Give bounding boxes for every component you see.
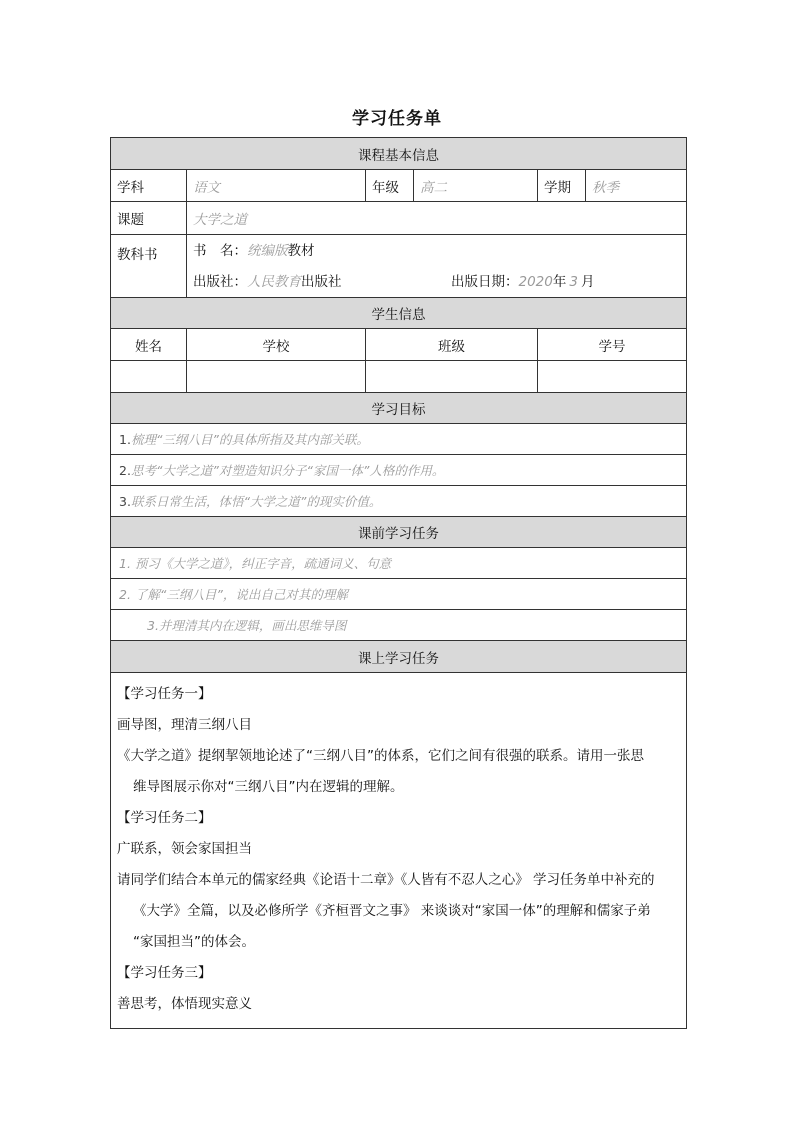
pubdate-month: 3 bbox=[569, 274, 578, 290]
task1-title: 【学习任务一】 bbox=[117, 686, 212, 702]
student-id-cell[interactable] bbox=[538, 361, 687, 393]
student-info-section-title: 学生信息 bbox=[111, 298, 687, 329]
goal-row bbox=[111, 486, 687, 517]
task2-subtitle: 广联系，领会家国担当 bbox=[117, 841, 252, 857]
task-sheet-table bbox=[110, 137, 687, 1029]
pre-class-row bbox=[111, 548, 687, 579]
pre-class-section-title: 课前学习任务 bbox=[111, 517, 687, 548]
textbook-details bbox=[187, 235, 687, 298]
student-info-header-row bbox=[111, 298, 687, 329]
textbook-row bbox=[111, 235, 687, 298]
pubdate-year-unit: 年 bbox=[552, 274, 567, 290]
in-class-header-row bbox=[111, 641, 687, 673]
course-info-header-row bbox=[111, 138, 687, 170]
task3-subtitle: 善思考，体悟现实意义 bbox=[117, 996, 252, 1012]
pre-class-item: 3.并理清其内在逻辑，画出思维导图 bbox=[111, 610, 687, 641]
task2-title: 【学习任务二】 bbox=[117, 810, 212, 826]
term-label: 学期 bbox=[538, 170, 586, 202]
task2-body: 请同学们结合本单元的儒家经典《论语十二章》《人皆有不忍人之心》 学习任务单中补充的 bbox=[117, 872, 655, 888]
publisher-label: 出版社： bbox=[193, 274, 247, 290]
in-class-content-row bbox=[111, 673, 687, 1029]
publisher-value: 人民教育 bbox=[247, 274, 301, 290]
term-value: 秋季 bbox=[586, 170, 687, 202]
topic-row bbox=[111, 202, 687, 235]
pubdate-month-unit: 月 bbox=[580, 274, 595, 290]
name-column-header: 姓名 bbox=[111, 329, 187, 361]
topic-value: 大学之道 bbox=[187, 202, 687, 235]
goal-item: 3.联系日常生活，体悟“大学之道”的现实价值。 bbox=[111, 486, 687, 517]
pre-class-row bbox=[111, 610, 687, 641]
pubdate-label: 出版日期： bbox=[451, 274, 519, 290]
task3-title: 【学习任务三】 bbox=[117, 965, 212, 981]
pre-class-row bbox=[111, 579, 687, 610]
in-class-section-title: 课上学习任务 bbox=[111, 641, 687, 673]
class-cell[interactable] bbox=[366, 361, 538, 393]
subject-row bbox=[111, 170, 687, 202]
topic-label: 课题 bbox=[111, 202, 187, 235]
name-cell[interactable] bbox=[111, 361, 187, 393]
book-name-label: 书 名： bbox=[193, 243, 247, 259]
task1-subtitle: 画导图，理清三纲八目 bbox=[117, 717, 252, 733]
book-name-suffix: 教材 bbox=[287, 243, 315, 259]
goal-row bbox=[111, 424, 687, 455]
subject-label: 学科 bbox=[111, 170, 187, 202]
task1-body: 《大学之道》提纲挈领地论述了“三纲八目”的体系，它们之间有很强的联系。请用一张思 bbox=[117, 748, 644, 764]
pre-class-header-row bbox=[111, 517, 687, 548]
student-input-row bbox=[111, 361, 687, 393]
task2-body-end: “家国担当”的体会。 bbox=[133, 934, 255, 950]
publisher-line bbox=[193, 267, 680, 297]
document-title: 学习任务单 bbox=[352, 109, 442, 129]
grade-value: 高二 bbox=[414, 170, 538, 202]
school-column-header: 学校 bbox=[187, 329, 366, 361]
school-cell[interactable] bbox=[187, 361, 366, 393]
publisher-suffix: 出版社 bbox=[301, 274, 342, 290]
goals-section-title: 学习目标 bbox=[111, 393, 687, 424]
book-name-line bbox=[193, 235, 680, 267]
task1-body-continued: 维导图展示你对“三纲八目”内在逻辑的理解。 bbox=[133, 779, 404, 795]
grade-label: 年级 bbox=[366, 170, 414, 202]
pre-class-item: 1. 预习《大学之道》，纠正字音，疏通词义、句意 bbox=[111, 548, 687, 579]
course-info-section-title: 课程基本信息 bbox=[111, 138, 687, 170]
task2-body-continued: 《大学》全篇，以及必修所学《齐桓晋文之事》 来谈谈对“家国一体”的理解和儒家子弟 bbox=[133, 903, 651, 919]
goal-item: 1.梳理“三纲八目”的具体所指及其内部关联。 bbox=[111, 424, 687, 455]
class-column-header: 班级 bbox=[366, 329, 538, 361]
student-columns-row bbox=[111, 329, 687, 361]
in-class-content bbox=[111, 673, 687, 1029]
student-id-column-header: 学号 bbox=[538, 329, 687, 361]
pubdate-year: 2020 bbox=[518, 274, 553, 290]
goal-row bbox=[111, 455, 687, 486]
pre-class-item: 2. 了解“三纲八目”，说出自己对其的理解 bbox=[111, 579, 687, 610]
goal-item: 2.思考“大学之道”对塑造知识分子“家国一体”人格的作用。 bbox=[111, 455, 687, 486]
textbook-label: 教科书 bbox=[111, 235, 187, 298]
book-name-value: 统编版 bbox=[247, 243, 288, 259]
goals-header-row bbox=[111, 393, 687, 424]
subject-value: 语文 bbox=[187, 170, 366, 202]
